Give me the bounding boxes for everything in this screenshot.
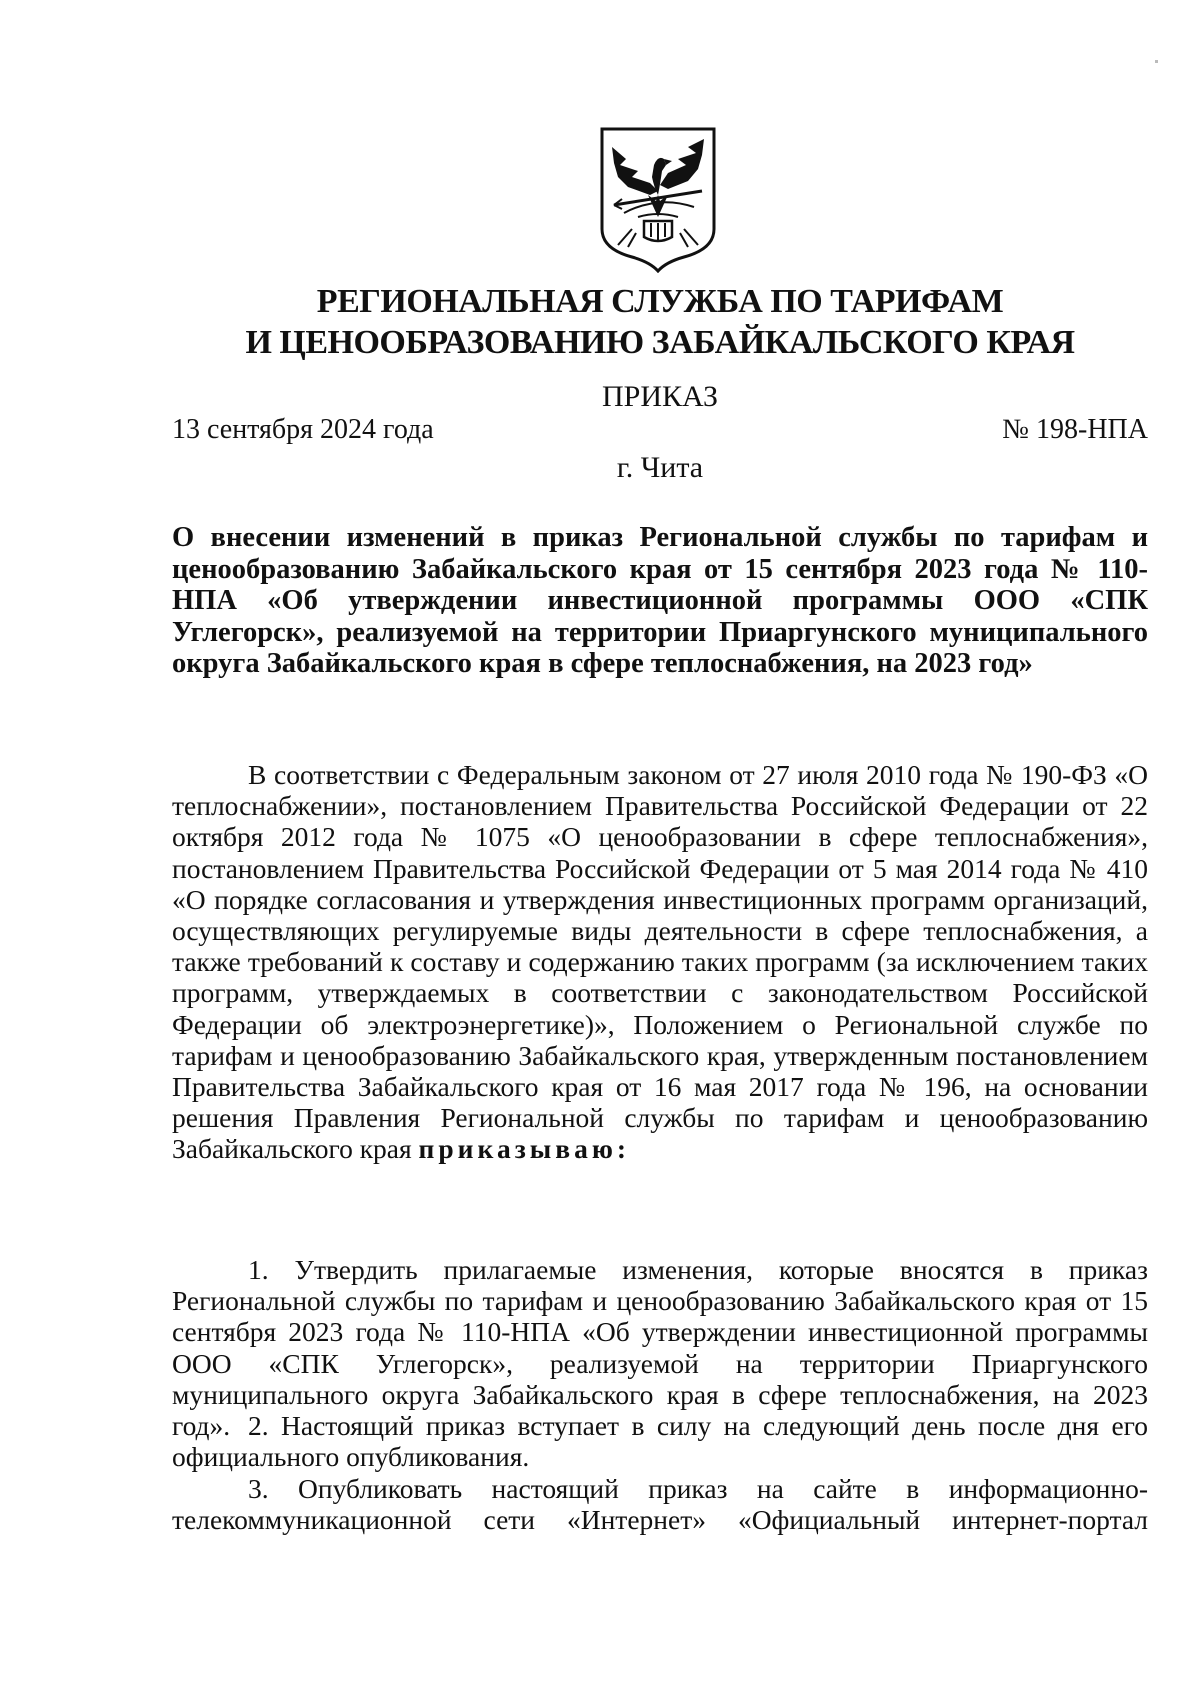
order-item-1: 1. Утвердить прилагаемые изменения, которые вносятся в приказ Региональной службы по тарифам и ценообразованию Забайкальского края от 15 сентября 2023 года № 110-НПА «Об утверждении инвестиционной программы ООО «СПК Углегорск», реализуемой на территории Приаргунского муниципального округа Забайкальского края в сфере теплоснабжения, на 2023 год». <box>172 1254 1148 1442</box>
preamble-paragraph <box>172 759 1148 1165</box>
organization-name-line1: РЕГИОНАЛЬНАЯ СЛУЖБА ПО ТАРИФАМ <box>316 283 1004 320</box>
document-type: ПРИКАЗ <box>602 380 718 413</box>
document-date: 13 сентября 2024 года <box>172 414 434 445</box>
order-word: приказываю: <box>418 1133 631 1165</box>
scan-speck <box>1155 60 1158 63</box>
order-item-2: 2. Настоящий приказ вступает в силу на следующий день после дня его официального опубликования. <box>172 1410 1148 1473</box>
document-number: № 198-НПА <box>1002 414 1148 445</box>
preamble-text: В соответствии с Федеральным законом от 27 июля 2010 года № 190-ФЗ «О теплоснабжении», постановлением Правительства Российской Федерации от 22 октября 2012 года № 1075 «О ценообразовании в сфере теплоснабжения», постановлением Правительства Российской Федерации от 5 мая 2014 года № 410 «О порядке согласования и утверждения инвестиционных программ организаций, осуществляющих регулируемые виды деятельности в сфере теплоснабжения, а также требований к составу и содержанию таких программ (за исключением таких программ, утверждаемых в соответствии с законодательством Российской Федерации об электроэнергетике)», Положением о Региональной службе по тарифам и ценообразованию Забайкальского края, утвержденным постановлением Правительства Забайкальского края от 16 мая 2017 года № 196, на основании решения Правления Региональной службы по тарифам и ценообразованию Забайкальского края <box>172 759 1148 1165</box>
document-city: г. Чита <box>616 451 704 484</box>
organization-name-line2: И ЦЕНООБРАЗОВАНИЮ ЗАБАЙКАЛЬСКОГО КРАЯ <box>245 324 1075 361</box>
document-subject: О внесении изменений в приказ Региональной службы по тарифам и ценообразованию Забайкальского края от 15 сентября 2023 года № 110-НПА «Об утверждении инвестиционной программы ООО «СПК Углегорск», реализуемой на территории Приаргунского муниципального округа Забайкальского края в сфере теплоснабжения, на 2023 год» <box>172 522 1148 680</box>
coat-of-arms-icon <box>598 125 718 273</box>
order-item-3: 3. Опубликовать настоящий приказ на сайте в информационно-телекоммуникационной сети «Интернет» «Официальный интернет-портал <box>172 1473 1148 1536</box>
